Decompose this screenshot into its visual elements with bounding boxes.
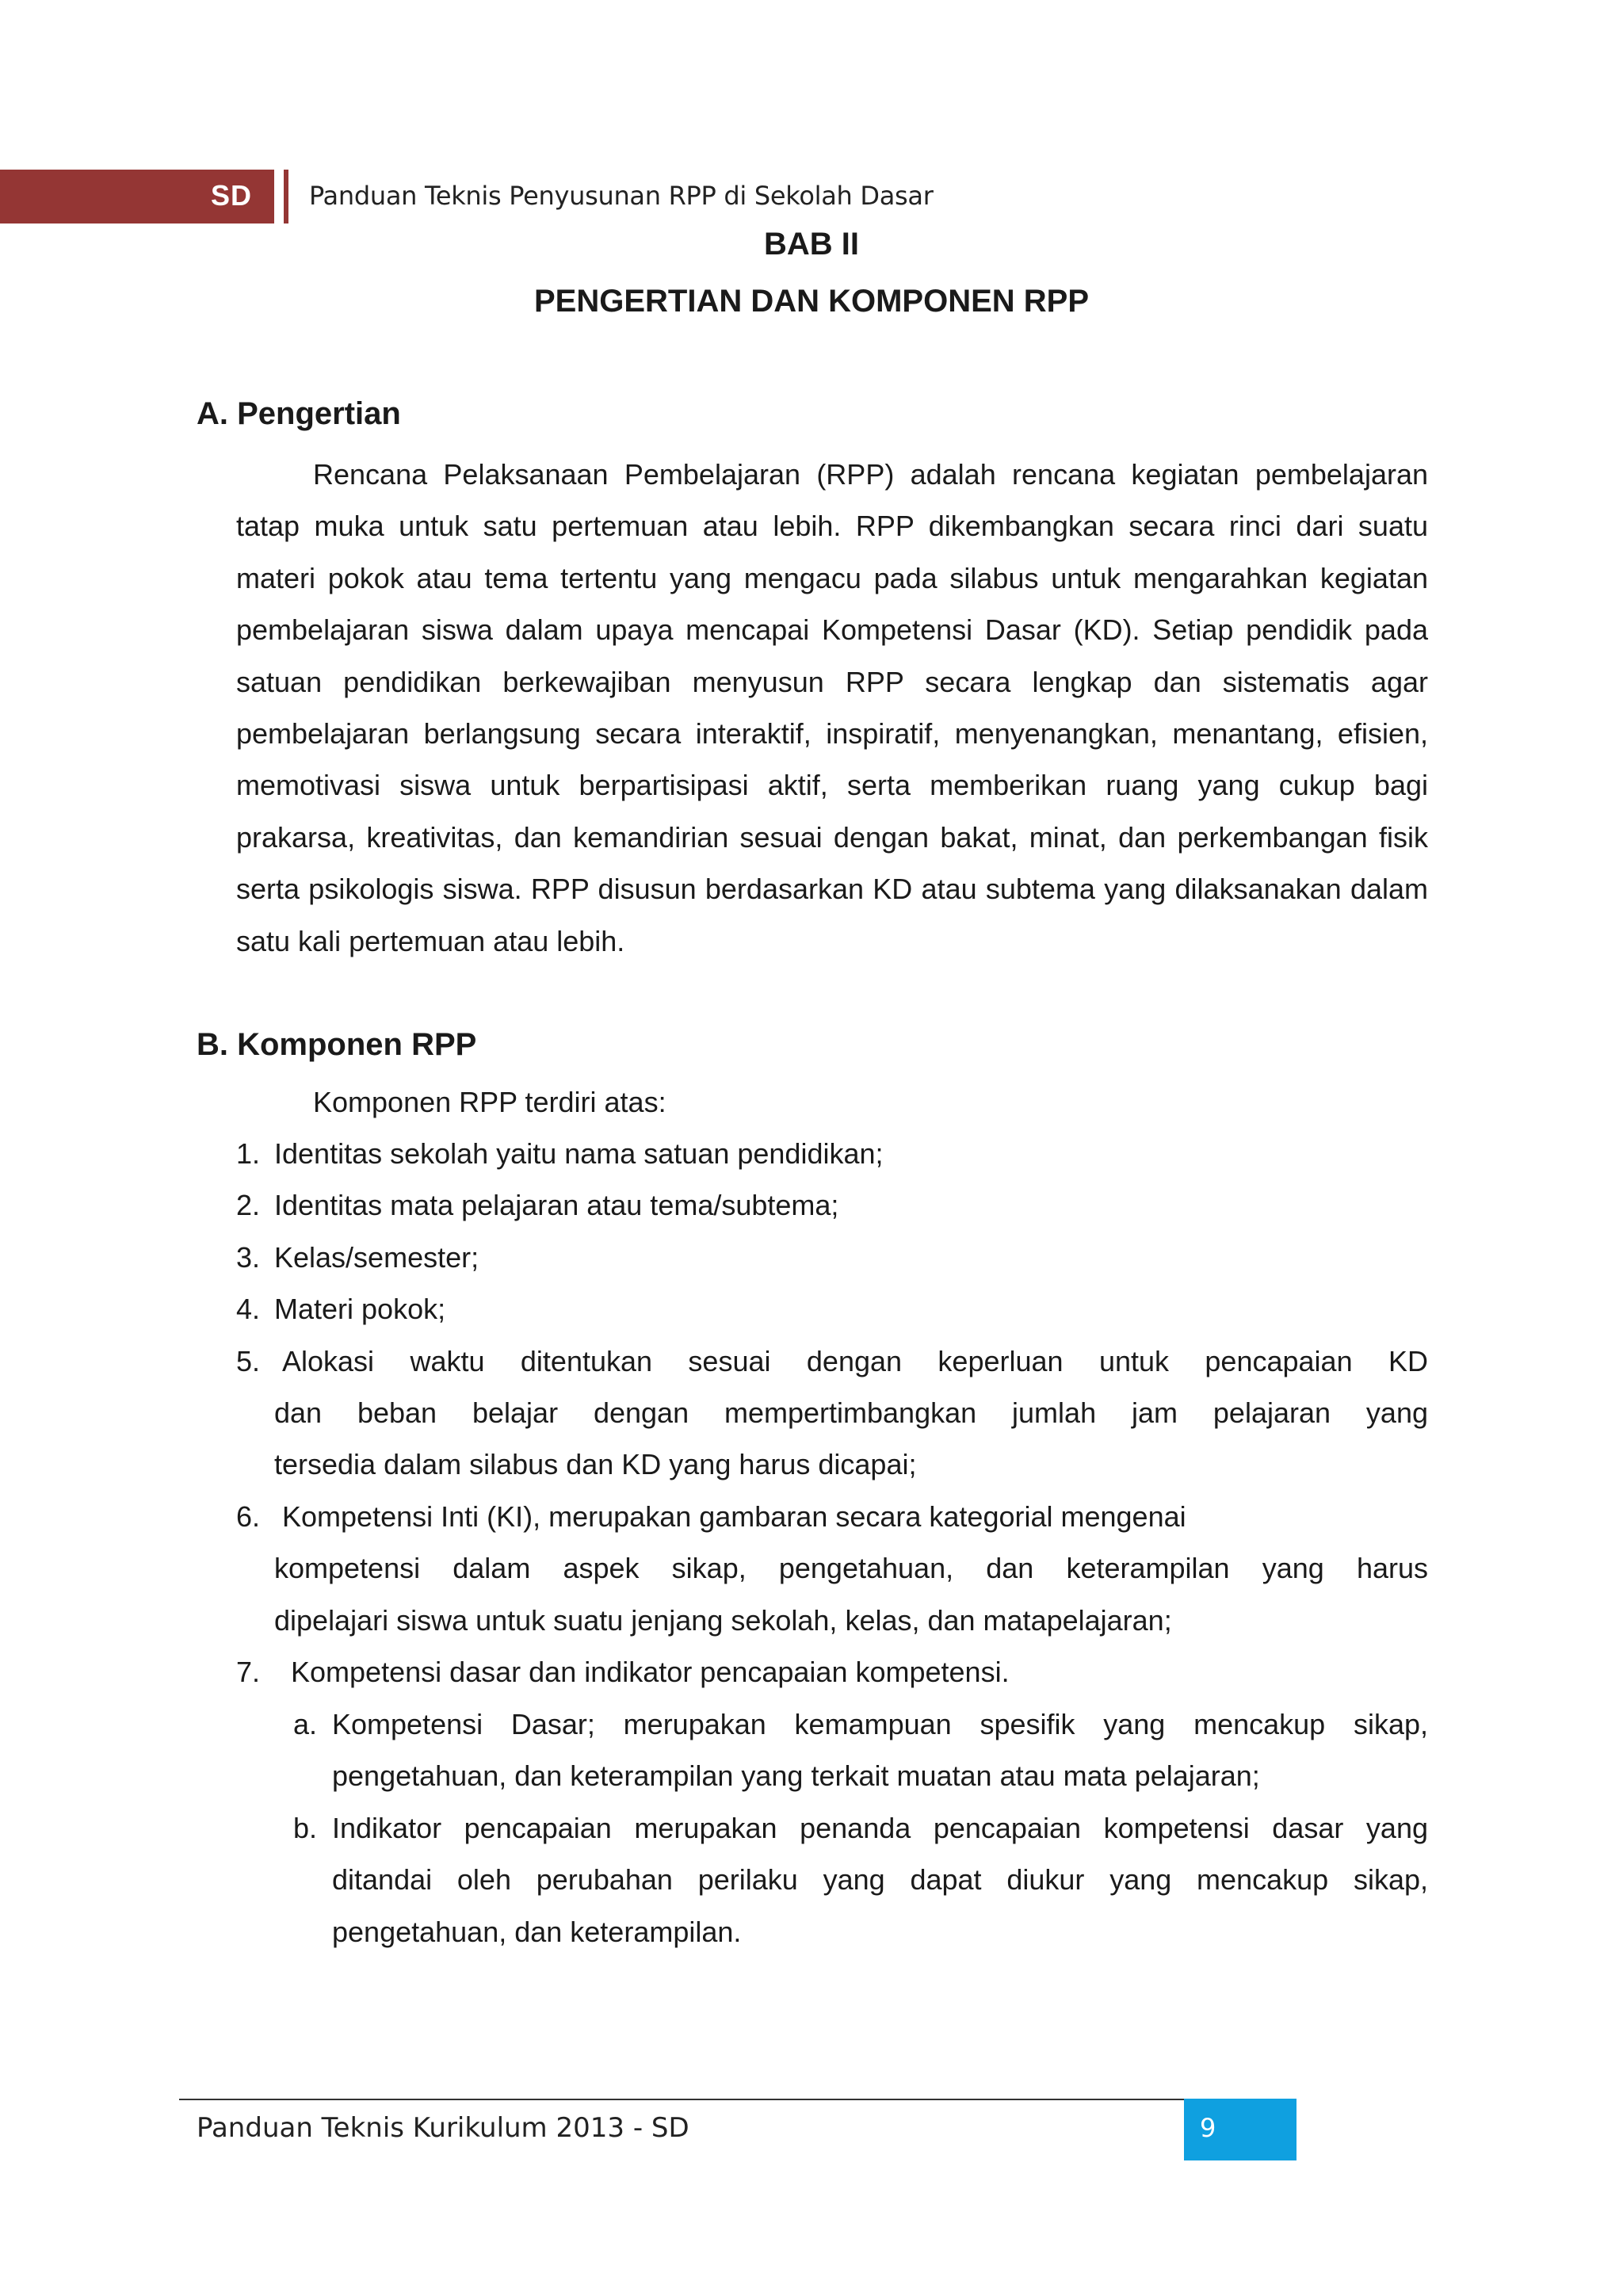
list-item-text-line: Kompetensi Inti (KI), merupakan gambaran secara kategorial mengenai (282, 1500, 1186, 1533)
chapter-title: PENGERTIAN DAN KOMPONEN RPP (533, 284, 1090, 319)
sublist-item-text-line: Kompetensi Dasar; merupakan kemampuan spesifik yang mencakup sikap, (332, 1708, 1428, 1740)
list-item-text: Kompetensi dasar dan indikator pencapaian kompetensi. (291, 1656, 1010, 1688)
chapter-label: BAB II (764, 227, 859, 262)
list-item-number: 1. (236, 1137, 261, 1170)
list-item-text-line: dipelajari siswa untuk suatu jenjang sekolah, kelas, dan matapelajaran; (274, 1604, 1172, 1637)
list-item-number: 5. (236, 1345, 261, 1377)
list-item-number: 6. (236, 1500, 261, 1533)
list-item-text-line: kompetensi dalam aspek sikap, pengetahuan, dan keterampilan yang harus (274, 1552, 1428, 1584)
sublist-item-text-line: Indikator pencapaian merupakan penanda pencapaian kompetensi dasar yang (332, 1812, 1428, 1844)
list-item-text-line: tersedia dalam silabus dan KD yang harus dicapai; (274, 1448, 917, 1480)
list-item-number: 7. (236, 1656, 261, 1688)
sublist-item-text-line: ditandai oleh perubahan perilaku yang dapat diukur yang mencakup sikap, (332, 1863, 1428, 1896)
list-item-text-line: Alokasi waktu ditentukan sesuai dengan keperluan untuk pencapaian KD (282, 1345, 1428, 1377)
list-item-text: Identitas mata pelajaran atau tema/subtema; (274, 1189, 839, 1221)
section-a-paragraph: Rencana Pelaksanaan Pembelajaran (RPP) adalah rencana kegiatan pembelajaran tatap muka untuk satu pertemuan atau lebih. RPP dikembangkan secara rinci dari suatu materi pokok atau tema tertentu yang mengacu pada silabus untuk mengarahkan kegiatan pembelajaran siswa dalam upaya mencapai Kompetensi Dasar (KD). Setiap pendidik pada satuan pendidikan berkewajiban menyusun RPP secara lengkap dan sistematis agar pembelajaran berlangsung secara interaktif, inspiratif, menyenangkan, menantang, efisien, memotivasi siswa untuk berpartisipasi aktif, serta memberikan ruang yang cukup bagi prakarsa, kreativitas, dan kemandirian sesuai dengan bakat, minat, dan perkembangan fisik serta psikologis siswa. RPP disusun berdasarkan KD atau subtema yang dilaksanakan dalam satu kali pertemuan atau lebih. (236, 458, 1428, 957)
page-number: 9 (1200, 2113, 1216, 2143)
list-item-number: 4. (236, 1293, 261, 1325)
header-level-tag: SD (211, 179, 253, 212)
section-b-heading: B. Komponen RPP (197, 1027, 477, 1062)
list-item-text: Materi pokok; (274, 1293, 446, 1325)
sublist-item-label: a. (293, 1708, 318, 1740)
sublist-item-text-line: pengetahuan, dan keterampilan yang terkait muatan atau mata pelajaran; (332, 1759, 1260, 1792)
section-a-heading: A. Pengertian (197, 396, 401, 431)
list-item-number: 2. (236, 1189, 261, 1221)
header-divider (284, 170, 288, 223)
header-title: Panduan Teknis Penyusunan RPP di Sekolah Dasar (309, 181, 934, 211)
footer-title: Panduan Teknis Kurikulum 2013 - SD (197, 2112, 689, 2144)
sublist-item-label: b. (293, 1812, 318, 1844)
list-item-text: Identitas sekolah yaitu nama satuan pendidikan; (274, 1137, 884, 1170)
list-item-text-line: dan beban belajar dengan mempertimbangkan jumlah jam pelajaran yang (274, 1396, 1428, 1429)
sublist-item-text-line: pengetahuan, dan keterampilan. (332, 1916, 742, 1948)
list-item-text: Kelas/semester; (274, 1241, 479, 1274)
list-item-number: 3. (236, 1241, 261, 1274)
section-b-intro: Komponen RPP terdiri atas: (313, 1086, 666, 1118)
footer-rule (179, 2099, 1186, 2100)
